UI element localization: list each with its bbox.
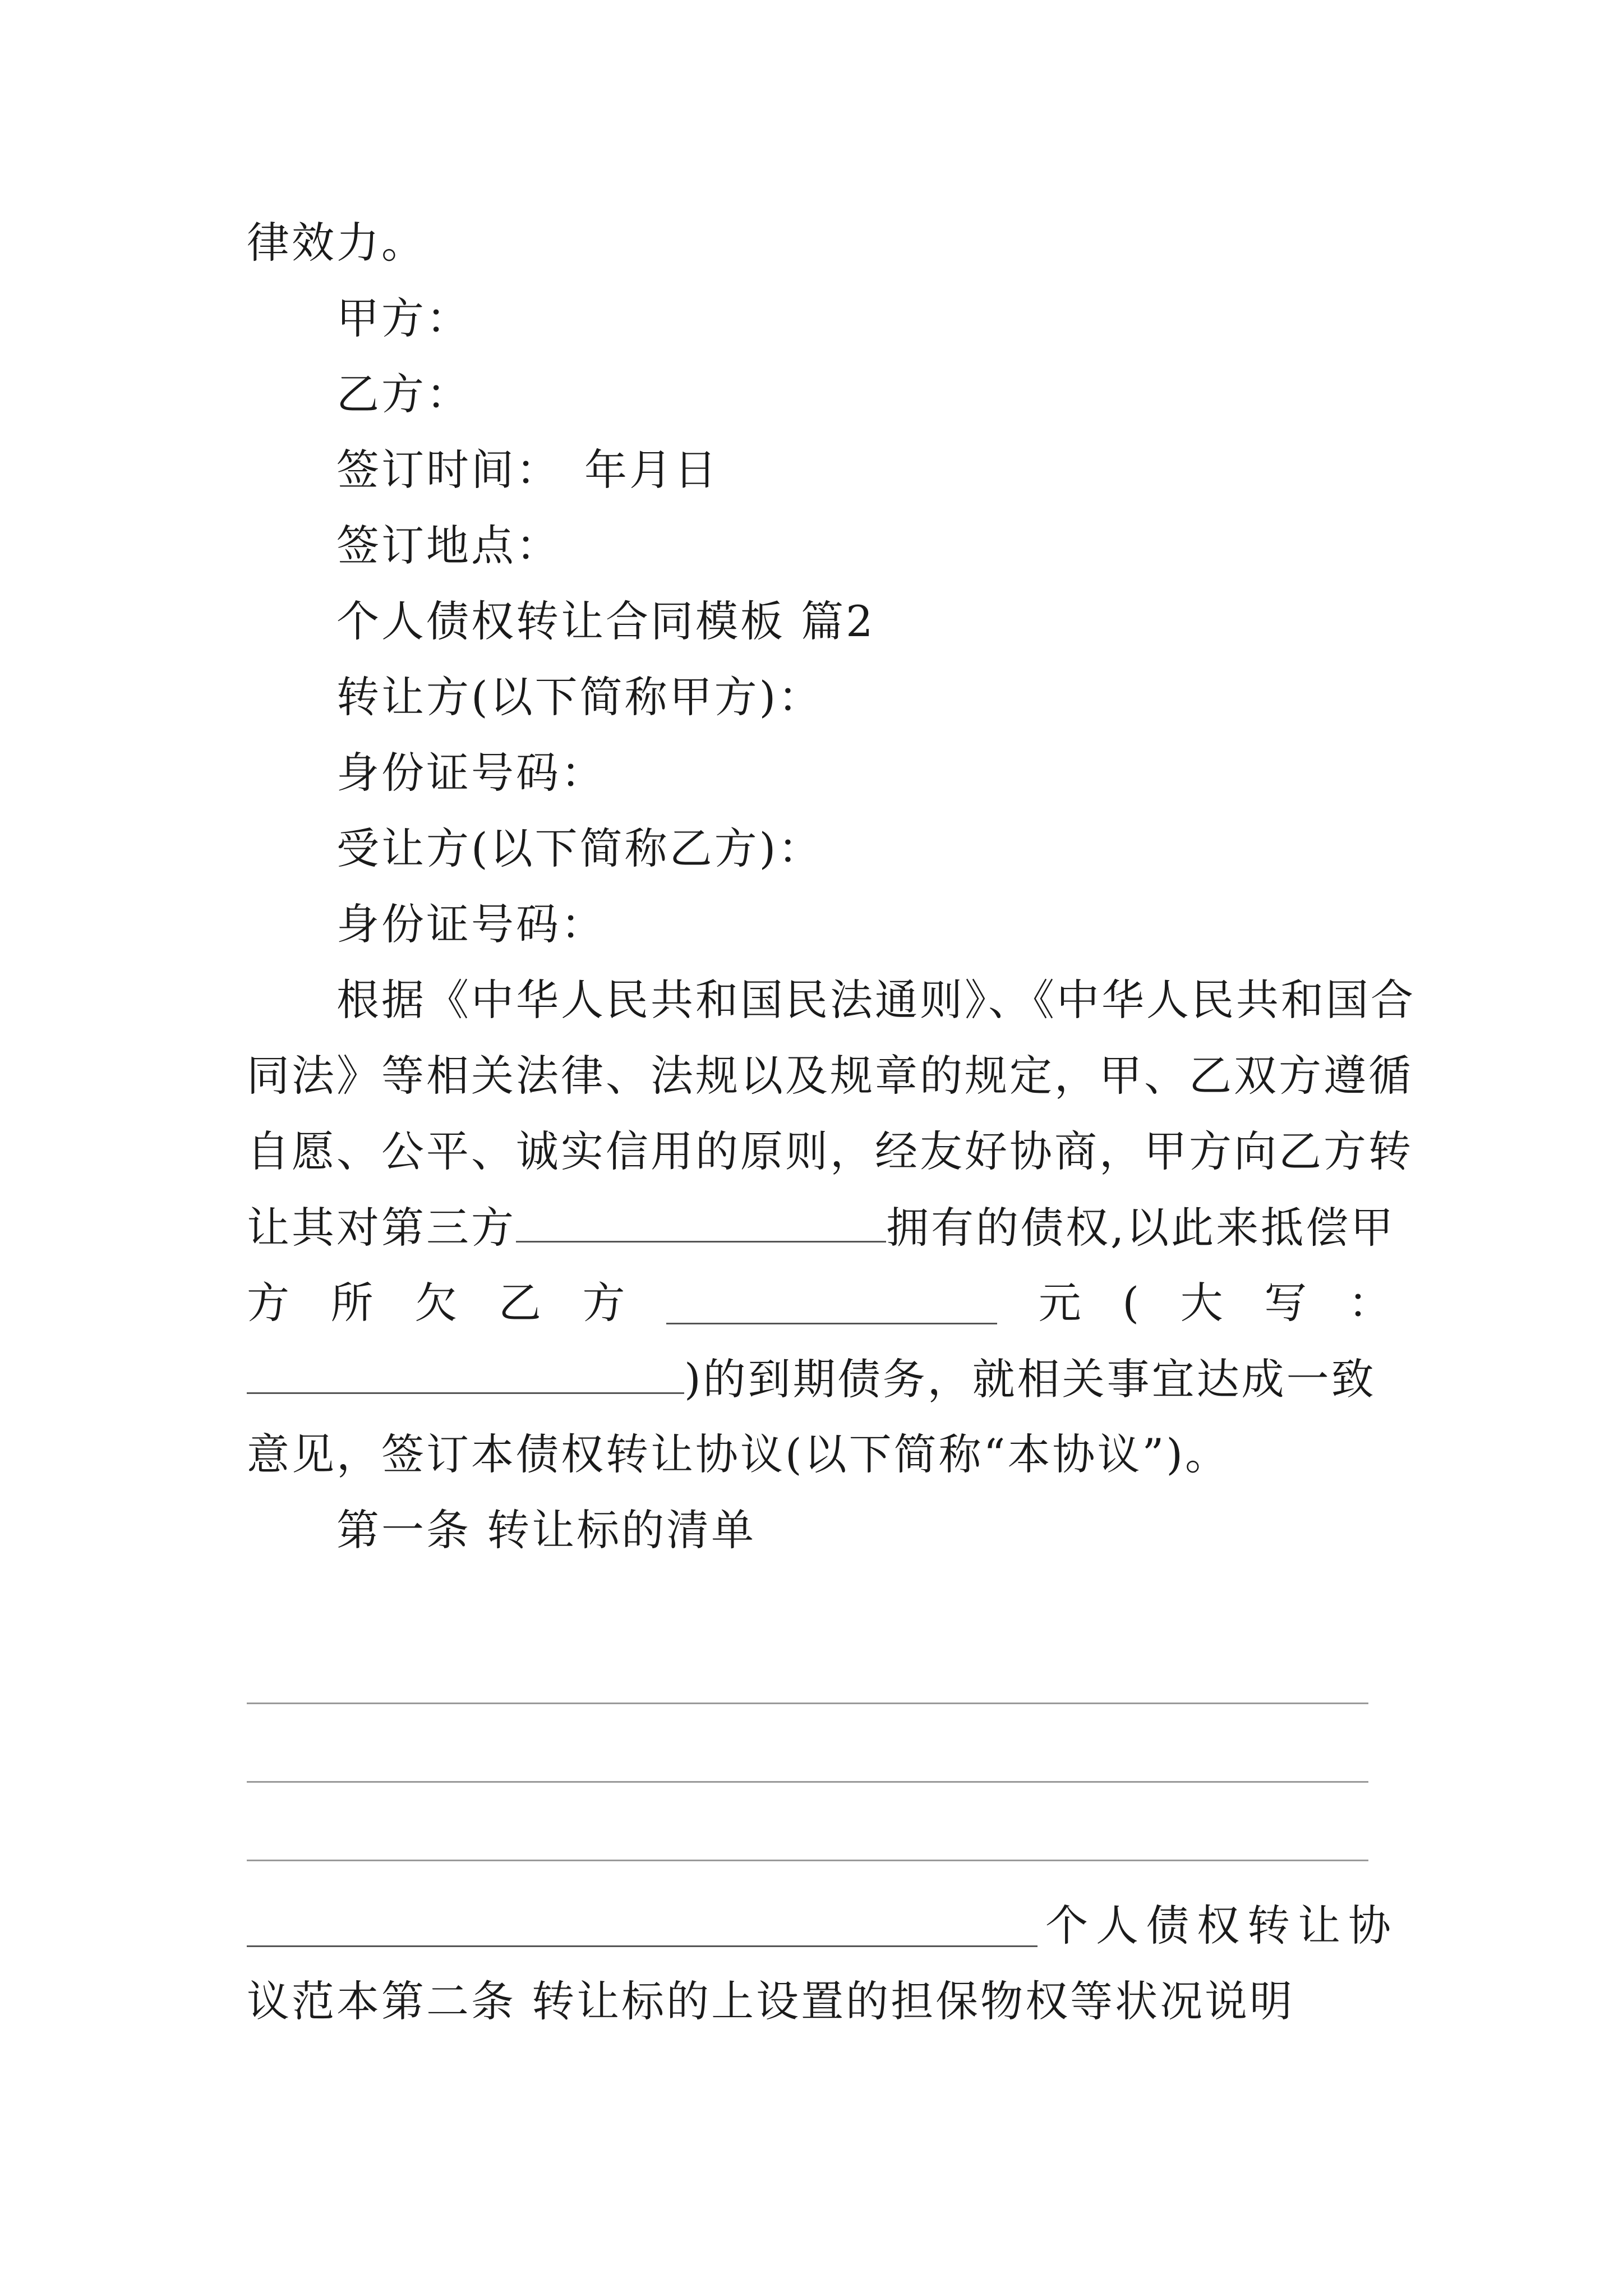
text-segment: 拥有的债权,以此来抵偿甲 <box>886 1203 1396 1253</box>
char: 大 <box>1180 1278 1223 1328</box>
paragraph-line <box>247 1278 1391 1328</box>
char: ( <box>1122 1278 1140 1328</box>
sign-place-label: 签订地点： <box>336 521 561 570</box>
text-line: 律效力。 <box>247 218 426 268</box>
paragraph-line: 同法》等相关法律、法规以及规章的规定，甲、乙双方遵循 <box>247 1051 1413 1101</box>
paragraph-line: 根据《中华人民共和国民法通则》、《中华人民共和国合 <box>336 975 1415 1025</box>
paragraph-line <box>247 1901 1391 1950</box>
blank-field[interactable] <box>247 1358 684 1394</box>
blank-field[interactable] <box>666 1288 997 1324</box>
paragraph-line <box>247 1354 1391 1404</box>
party-a-label: 甲方： <box>336 293 471 343</box>
id-number-label: 身份证号码： <box>336 748 606 798</box>
char: 写 <box>1264 1278 1307 1328</box>
char: 转 <box>1247 1901 1290 1950</box>
char: ： <box>1348 1278 1391 1328</box>
char: 权 <box>1197 1901 1239 1950</box>
id-number-label: 身份证号码： <box>336 899 606 949</box>
char: 乙 <box>498 1278 541 1328</box>
text-segment: 让其对第三方 <box>247 1203 516 1253</box>
char: 欠 <box>414 1278 458 1328</box>
paragraph-line: 议范本第二条 转让标的上设置的担保物权等状况说明 <box>247 1976 1295 2026</box>
text-segment: )的到期债务，就相关事宜达成一致 <box>684 1354 1376 1404</box>
char: 方 <box>247 1278 289 1328</box>
fill-line[interactable] <box>247 1703 1368 1704</box>
sign-time-label: 签订时间： 年月日 <box>336 445 719 495</box>
blank-field[interactable] <box>516 1206 886 1243</box>
char: 所 <box>330 1278 374 1328</box>
char: 元 <box>1038 1278 1081 1328</box>
paragraph-line <box>247 1203 1396 1253</box>
char: 让 <box>1298 1901 1340 1950</box>
transferee-label: 受让方(以下简称乙方)： <box>336 823 823 873</box>
char: 人 <box>1096 1901 1138 1950</box>
party-b-label: 乙方： <box>336 369 471 419</box>
fill-line[interactable] <box>247 1860 1368 1861</box>
blank-field[interactable] <box>247 1911 1038 1947</box>
section-title: 个人债权转让合同模板 篇2 <box>336 596 875 646</box>
paragraph-line: 意见，签订本债权转让协议(以下简称“本协议”)。 <box>247 1429 1230 1479</box>
paragraph-line: 自愿、公平、诚实信用的原则，经友好协商，甲方向乙方转 <box>247 1126 1413 1176</box>
fill-line[interactable] <box>247 1781 1368 1783</box>
char: 协 <box>1348 1901 1391 1950</box>
char: 方 <box>582 1278 625 1328</box>
article-heading: 第一条 转让标的清单 <box>336 1505 757 1555</box>
char: 个 <box>1045 1901 1088 1950</box>
transferor-label: 转让方(以下简称甲方)： <box>336 672 823 722</box>
char: 债 <box>1146 1901 1189 1950</box>
